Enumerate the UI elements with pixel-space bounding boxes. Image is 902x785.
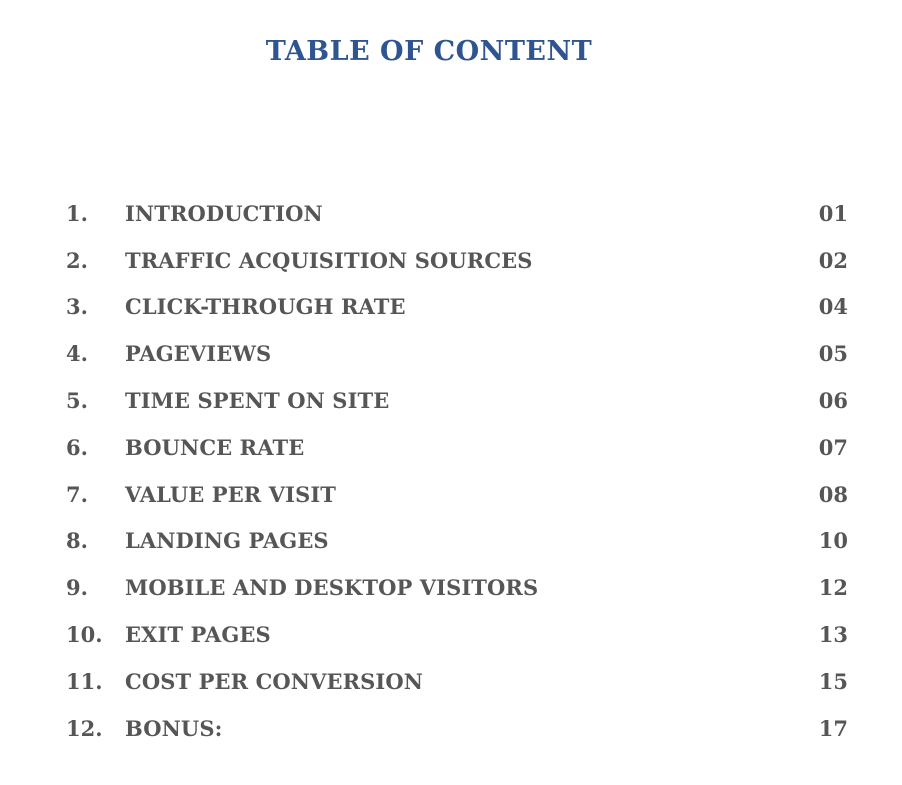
toc-entry-landing-pages[interactable] [66,518,848,565]
toc-entry-page: 12 [818,575,848,601]
toc-entry-label: MOBILE AND DESKTOP VISITORS [125,575,539,601]
toc-entry-number: 7. [66,481,88,507]
toc-entry-page: 08 [818,481,848,507]
toc-entry-label: BONUS: [125,715,223,741]
toc-entry-label: COST PER CONVERSION [125,668,424,694]
toc-entry-page: 13 [818,622,848,648]
toc-entry-number: 10. [66,622,103,648]
toc-entry-value-per-visit[interactable] [66,471,848,518]
toc-entry-page: 07 [818,434,848,460]
toc-entry-number: 8. [66,528,88,554]
toc-entry-number: 6. [66,434,88,460]
toc-entry-cost-per-conversion[interactable] [66,658,848,705]
toc-entry-number: 1. [66,200,88,226]
toc-entry-pageviews[interactable] [66,330,848,377]
toc-entry-click-through-rate[interactable] [66,284,848,331]
toc-entry-number: 9. [66,575,88,601]
toc-entry-page: 17 [818,715,848,741]
toc-entry-label: EXIT PAGES [125,622,271,648]
toc-entry-number: 4. [66,341,88,367]
toc-entry-label: CLICK-THROUGH RATE [125,294,406,320]
toc-entry-number: 11. [66,668,103,694]
toc-entry-bonus[interactable] [66,705,848,752]
toc-entry-number: 2. [66,247,88,273]
toc-entry-mobile-and-desktop-visitors[interactable] [66,564,848,611]
toc-entry-page: 06 [818,388,848,414]
toc-entry-introduction[interactable] [66,190,848,237]
toc-entry-traffic-acquisition-sources[interactable] [66,237,848,284]
toc-entry-exit-pages[interactable] [66,611,848,658]
toc-entry-label: BOUNCE RATE [125,434,305,460]
toc-entry-page: 04 [818,294,848,320]
toc-entry-number: 3. [66,294,88,320]
toc-entry-label: INTRODUCTION [125,200,323,226]
toc-title: TABLE OF CONTENT [265,36,593,67]
toc-entry-number: 12. [66,715,103,741]
toc-entry-page: 02 [818,247,848,273]
toc-entry-label: VALUE PER VISIT [125,481,336,507]
toc-entry-time-spent-on-site[interactable] [66,377,848,424]
toc-entry-page: 10 [818,528,848,554]
toc-entry-label: TRAFFIC ACQUISITION SOURCES [125,247,533,273]
toc-entry-page: 05 [818,341,848,367]
toc-entry-page: 15 [818,668,848,694]
toc-entry-page: 01 [818,200,848,226]
toc-entry-label: LANDING PAGES [125,528,329,554]
toc-list [66,190,848,752]
toc-entry-label: PAGEVIEWS [125,341,272,367]
toc-entry-label: TIME SPENT ON SITE [125,388,390,414]
toc-entry-bounce-rate[interactable] [66,424,848,471]
toc-entry-number: 5. [66,388,88,414]
